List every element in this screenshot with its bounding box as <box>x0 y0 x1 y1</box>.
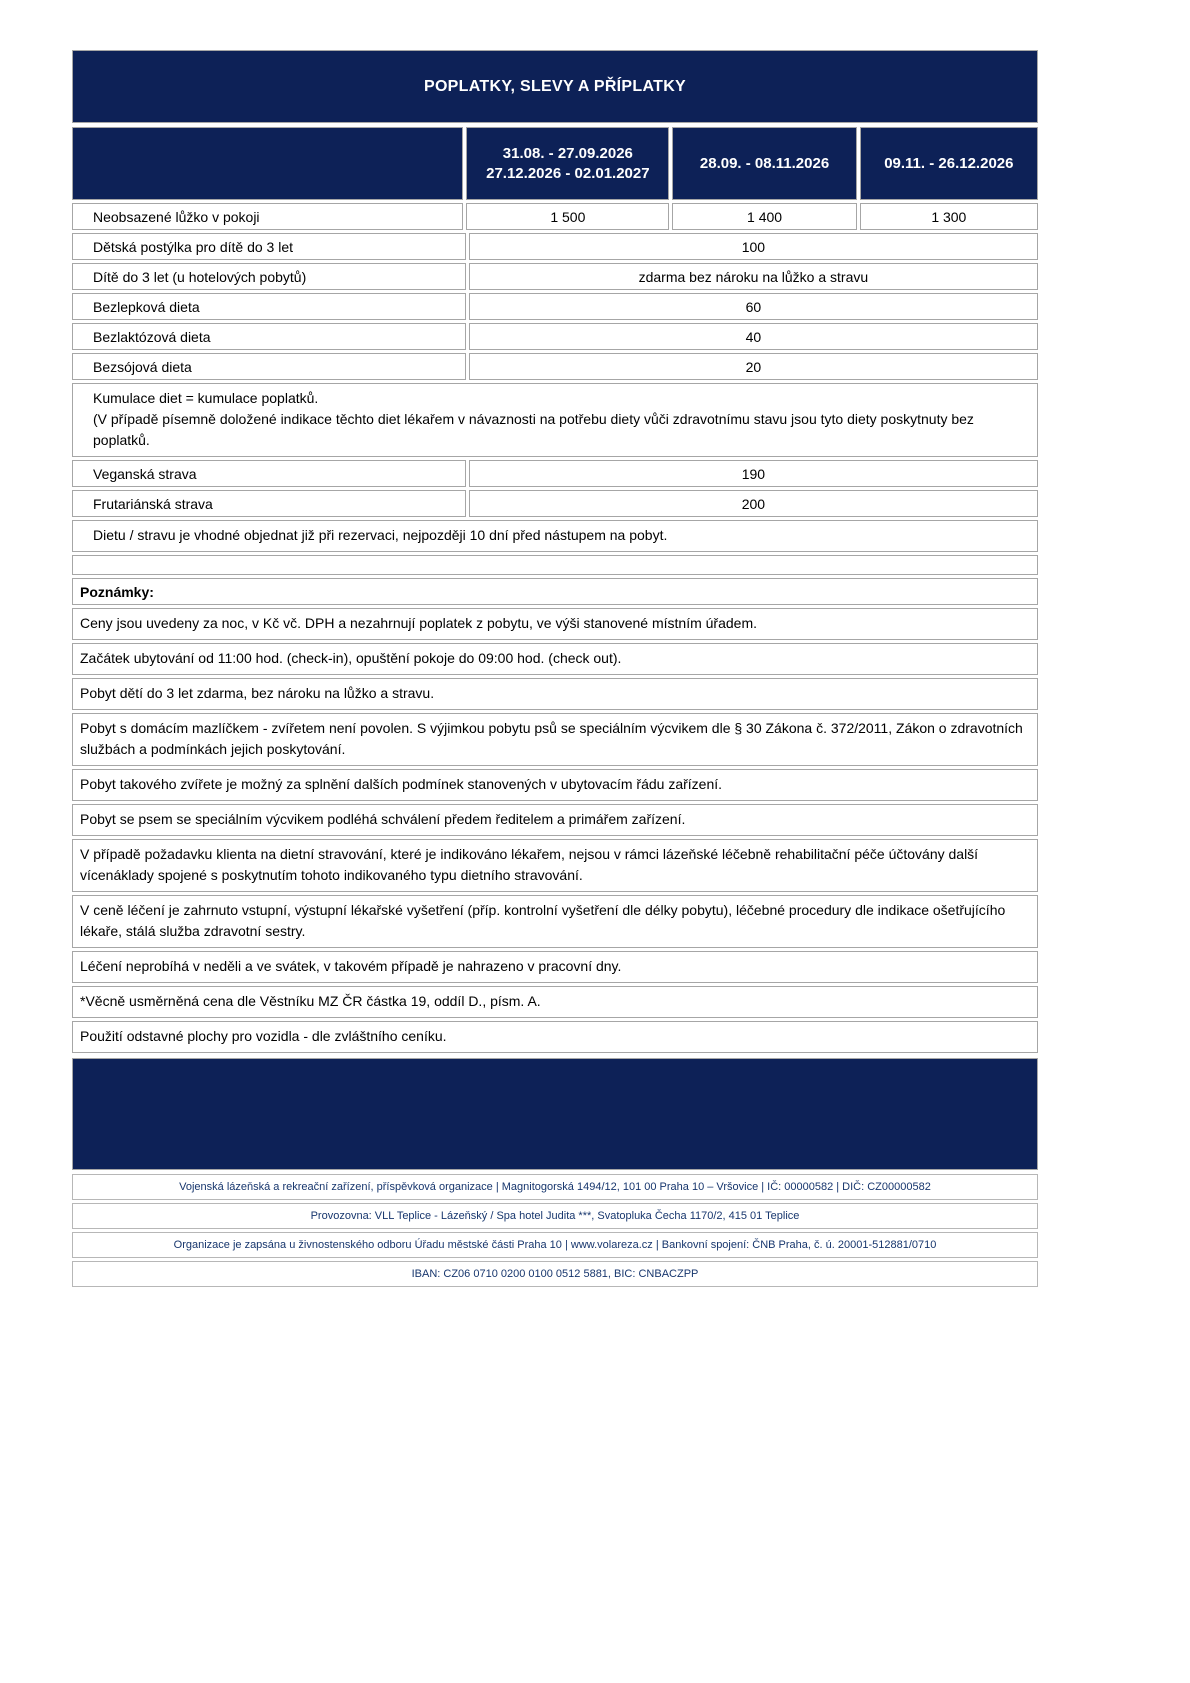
diet-cumulation-note-row <box>72 383 1038 457</box>
diet-cumulation-note <box>72 383 1038 457</box>
diet-order-note: Dietu / stravu je vhodné objednat již při rezervaci, nejpozději 10 dní před nástupem na pobyt. <box>72 520 1038 552</box>
price-row-soy-free-diet <box>72 353 1038 380</box>
note-row-4 <box>72 713 1038 766</box>
note-row-2 <box>72 643 1038 675</box>
note-item: Pobyt s domácím mazlíčkem - zvířetem není povolen. S výjimkou pobytu psů se speciálním výcvikem dle § 30 Zákona č. 372/2011, Zákon o zdravotních službách a podmínkách jejich poskytování. <box>72 713 1038 766</box>
diet-order-note-row <box>72 520 1038 552</box>
footer-line-registration: Organizace je zapsána u živnostenského odboru Úřadu městské části Praha 10 | www.volareza.cz | Bankovní spojení: ČNB Praha, č. ú. 20001-512881/0710 <box>72 1232 1038 1258</box>
price-row-unoccupied-bed <box>72 203 1038 230</box>
diet-cumulation-line-2: (V případě písemně doložené indikace těchto diet lékařem v návaznosti na potřebu diety vůči zdravotnímu stavu jsou tyto diety poskytnuty bez poplatků. <box>93 411 974 448</box>
note-item: Pobyt dětí do 3 let zdarma, bez nároku na lůžko a stravu. <box>72 678 1038 710</box>
season-1-line-2: 27.12.2026 - 02.01.2027 <box>486 164 650 182</box>
note-item: Použití odstavné plochy pro vozidla - dle zvláštního ceníku. <box>72 1021 1038 1053</box>
row-value-season-3: 1 300 <box>860 203 1038 230</box>
row-label: Dětská postýlka pro dítě do 3 let <box>72 233 466 260</box>
footer-line-iban: IBAN: CZ06 0710 0200 0100 0512 5881, BIC: CNBACZPP <box>72 1261 1038 1287</box>
price-list-sheet <box>72 50 1038 1290</box>
row-value: zdarma bez nároku na lůžko a stravu <box>469 263 1038 290</box>
note-item: Léčení neprobíhá v neděli a ve svátek, v takovém případě je nahrazeno v pracovní dny. <box>72 951 1038 983</box>
row-value: 40 <box>469 323 1038 350</box>
row-value: 20 <box>469 353 1038 380</box>
note-item: V případě požadavku klienta na dietní stravování, které je indikováno lékařem, nejsou v rámci lázeňské léčebně rehabilitační péče účtovány další vícenáklady spojené s poskytnutím tohoto indikovaného typu dietního stravování. <box>72 839 1038 892</box>
price-row-vegan-food <box>72 460 1038 487</box>
note-row-7 <box>72 839 1038 892</box>
diet-cumulation-line-1: Kumulace diet = kumulace poplatků. <box>93 390 319 406</box>
season-3-line-1: 09.11. - 26.12.2026 <box>884 154 1014 172</box>
season-header-spacer <box>72 127 463 200</box>
row-value: 100 <box>469 233 1038 260</box>
price-row-child-under-3 <box>72 263 1038 290</box>
season-column-3 <box>860 127 1038 200</box>
empty-row <box>72 555 1038 575</box>
season-2-line-1: 28.09. - 08.11.2026 <box>699 154 830 172</box>
row-value-season-1: 1 500 <box>466 203 669 230</box>
row-value-season-2: 1 400 <box>672 203 856 230</box>
navy-spacer-block <box>72 1058 1038 1170</box>
row-label: Neobsazené lůžko v pokoji <box>72 203 463 230</box>
note-row-11 <box>72 1021 1038 1053</box>
footer-line-branch: Provozovna: VLL Teplice - Lázeňský / Spa hotel Judita ***, Svatopluka Čecha 1170/2, 415 01 Teplice <box>72 1203 1038 1229</box>
note-item: Ceny jsou uvedeny za noc, v Kč vč. DPH a nezahrnují poplatek z pobytu, ve výši stanovené místním úřadem. <box>72 608 1038 640</box>
season-column-1 <box>466 127 669 200</box>
note-item: Začátek ubytování od 11:00 hod. (check-in), opuštění pokoje do 09:00 hod. (check out). <box>72 643 1038 675</box>
note-row-9 <box>72 951 1038 983</box>
row-label: Dítě do 3 let (u hotelových pobytů) <box>72 263 466 290</box>
price-row-baby-cot <box>72 233 1038 260</box>
price-row-gluten-free-diet <box>72 293 1038 320</box>
note-row-6 <box>72 804 1038 836</box>
note-item: Pobyt takového zvířete je možný za splnění dalších podmínek stanovených v ubytovacím řádu zařízení. <box>72 769 1038 801</box>
row-label: Veganská strava <box>72 460 466 487</box>
row-label: Frutariánská strava <box>72 490 466 517</box>
note-row-1 <box>72 608 1038 640</box>
price-row-fruitarian-food <box>72 490 1038 517</box>
row-value: 60 <box>469 293 1038 320</box>
note-row-8 <box>72 895 1038 948</box>
row-label: Bezsójová dieta <box>72 353 466 380</box>
season-1-line-1: 31.08. - 27.09.2026 <box>502 144 633 162</box>
footer-line-organization: Vojenská lázeňská a rekreační zařízení, příspěvková organizace | Magnitogorská 1494/12, 101 00 Praha 10 – Vršovice | IČ: 00000582 | DIČ: CZ00000582 <box>72 1174 1038 1200</box>
note-row-3 <box>72 678 1038 710</box>
note-item: Pobyt se psem se speciálním výcvikem podléhá schválení předem ředitelem a primářem zařízení. <box>72 804 1038 836</box>
row-label: Bezlepková dieta <box>72 293 466 320</box>
note-item: V ceně léčení je zahrnuto vstupní, výstupní lékařské vyšetření (příp. kontrolní vyšetření dle délky pobytu), léčebné procedury dle indikace ošetřujícího lékaře, stálá služba zdravotní sestry. <box>72 895 1038 948</box>
row-label: Bezlaktózová dieta <box>72 323 466 350</box>
empty-cell <box>72 555 1038 575</box>
row-value: 190 <box>469 460 1038 487</box>
note-row-10 <box>72 986 1038 1018</box>
price-row-lactose-free-diet <box>72 323 1038 350</box>
notes-heading-row <box>72 578 1038 605</box>
row-value: 200 <box>469 490 1038 517</box>
page-title: POPLATKY, SLEVY A PŘÍPLATKY <box>72 50 1038 123</box>
note-item: *Věcně usměrněná cena dle Věstníku MZ ČR částka 19, oddíl D., písm. A. <box>72 986 1038 1018</box>
note-row-5 <box>72 769 1038 801</box>
season-column-2 <box>672 127 856 200</box>
season-header-row <box>72 127 1038 200</box>
notes-heading: Poznámky: <box>72 578 1038 605</box>
